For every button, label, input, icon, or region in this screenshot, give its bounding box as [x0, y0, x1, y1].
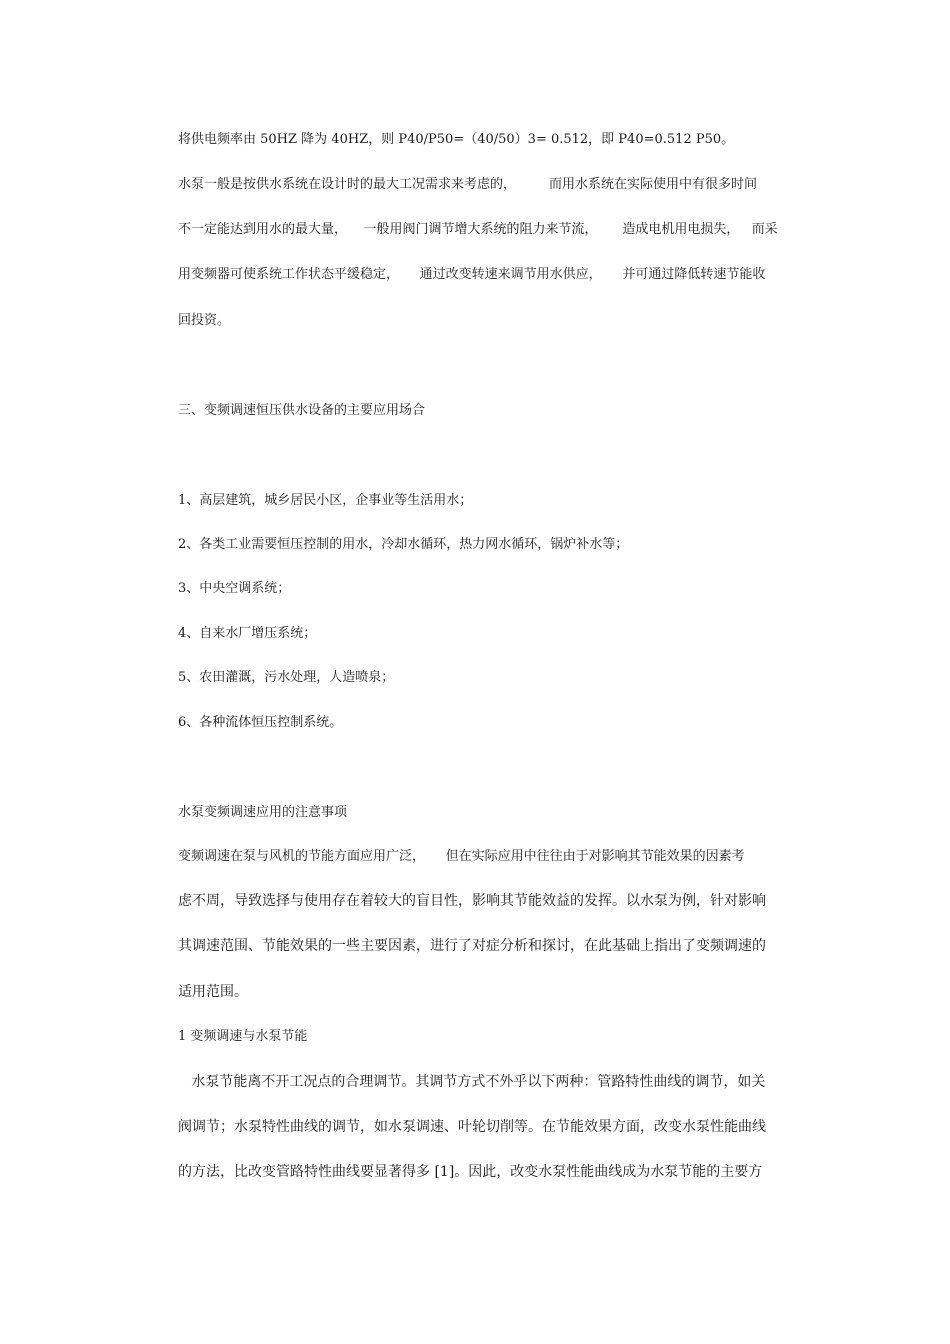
paragraph-line: 的方法，比改变管路特性曲线要显著得多 [1]。因此，改变水泵性能曲线成为水泵节能的主要方	[178, 1164, 763, 1180]
paragraph-line: 水泵一般是按供水系统在设计时的最大工况需求来考虑的， 而用水系统在实际使用中有很多时间	[178, 177, 758, 192]
paragraph-line: 水泵节能离不开工况点的合理调节。其调节方式不外乎以下两种：管路特性曲线的调节，如关	[178, 1074, 766, 1090]
list-item: 5、农田灌溉，污水处理，人造喷泉；	[178, 670, 395, 685]
paragraph-line: 用变频器可使系统工作状态平缓稳定， 通过改变转速来调节用水供应， 并可通过降低转速节能收	[178, 267, 766, 282]
section-heading: 水泵变频调速应用的注意事项	[178, 805, 348, 820]
paragraph-line: 阀调节；水泵特性曲线的调节，如水泵调速、叶轮切削等。在节能效果方面，改变水泵性能曲线	[178, 1119, 766, 1135]
subsection-heading: 1 变频调速与水泵节能	[178, 1029, 308, 1044]
paragraph-line: 回投资。	[178, 313, 231, 328]
list-item: 2、各类工业需要恒压控制的用水，冷却水循环，热力网水循环，锅炉补水等；	[178, 537, 629, 552]
paragraph-line: 变频调速在泵与风机的节能方面应用广泛， 但在实际应用中往往由于对影响其节能效果的因素考	[178, 849, 745, 864]
paragraph-line: 其调速范围、节能效果的一些主要因素，进行了对症分析和探讨，在此基础上指出了变频调速的	[178, 938, 766, 954]
paragraph-line: 适用范围。	[178, 984, 248, 1000]
paragraph-line: 虑不周，导致选择与使用存在着较大的盲目性，影响其节能效益的发挥。以水泵为例，针对影响	[178, 893, 766, 909]
section-heading: 三、变频调速恒压供水设备的主要应用场合	[178, 403, 426, 418]
paragraph-line: 不一定能达到用水的最大量， 一般用阀门调节增大系统的阻力来节流， 造成电机用电损失， 而采	[178, 222, 778, 237]
list-item: 3、中央空调系统；	[178, 581, 291, 596]
list-item: 6、各种流体恒压控制系统。	[178, 715, 343, 730]
paragraph-line: 将供电频率由 50HZ 降为 40HZ，则 P40/P50=（40/50）3= 0.512，即 P40=0.512 P50。	[178, 132, 735, 147]
list-item: 1、高层建筑，城乡居民小区，企事业等生活用水；	[178, 493, 473, 508]
list-item: 4、自来水厂增压系统；	[178, 626, 317, 641]
